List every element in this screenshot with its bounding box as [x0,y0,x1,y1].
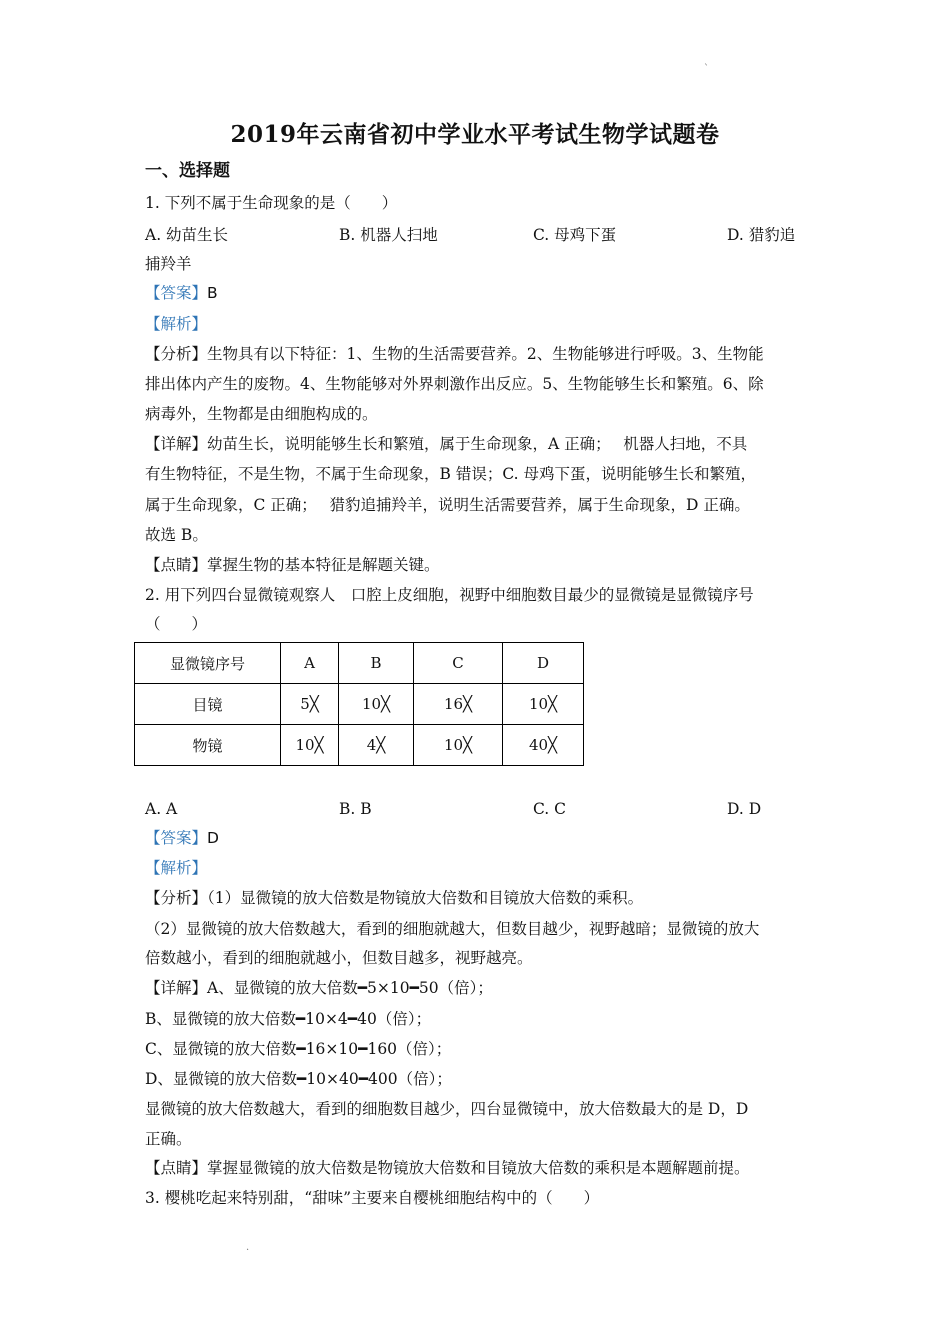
q1-answer [145,282,218,304]
table-cell: 10╳ [339,684,414,725]
q1-option-d: D. 猎豹追 [727,226,796,244]
table-row [135,643,584,684]
q1-detail-line: 有生物特征，不是生物，不属于生命现象，B 错误；C. 母鸡下蛋，说明能够生长和繁殖， [145,465,756,483]
q2-option-c: C. C [533,800,567,818]
table-cell: D [503,643,584,684]
page-title: 2019年云南省初中学业水平考试生物学试题卷 [230,121,720,148]
q2-analysis-line: 【分析】（1）显微镜的放大倍数是物镜放大倍数和目镜放大倍数的乘积。 [145,889,644,907]
q2-analysis-line: （2）显微镜的放大倍数越大，看到的细胞就越大，但数目越少，视野越暗；显微镜的放大 [145,920,760,938]
q1-tip: 【点睛】掌握生物的基本特征是解题关键。 [145,556,440,574]
q2-analysis-line: 【详解】A、显微镜的放大倍数━5×10━50（倍）； [145,979,493,997]
q1-fenxi-line: 病毒外，生物都是由细胞构成的。 [145,405,378,423]
table-cell: 40╳ [503,725,584,766]
q2-analysis-tag: 【解析】 [145,859,208,877]
q2-analysis-line: 显微镜的放大倍数越大，看到的细胞数目越少，四台显微镜中，放大倍数最大的是 D，D [145,1100,749,1118]
q2-option-b: B. B [339,800,372,818]
table-cell: 4╳ [339,725,414,766]
q2-stem-cont: （ ） [145,615,208,633]
table-cell: 显微镜序号 [135,643,281,684]
q2-analysis-line: D、显微镜的放大倍数━10×40━400（倍）； [145,1070,452,1088]
q2-analysis-line: 倍数越小，看到的细胞就越小，但数目越多，视野越亮。 [145,949,533,967]
q1-fenxi-line: 排出体内产生的废物。4、生物能够对外界刺激作出反应。5、生物能够生长和繁殖。6、除 [145,375,764,393]
answer-tag: 【答案】 [145,829,208,847]
section-heading: 一、选择题 [145,161,230,181]
q1-analysis-tag: 【解析】 [145,315,208,333]
q1-detail-line: 【详解】幼苗生长，说明能够生长和繁殖，属于生命现象，A 正确； 机器人扫地，不具 [145,435,748,453]
q1-fenxi-line: 【分析】生物具有以下特征：1、生物的生活需要营养。2、生物能够进行呼吸。3、生物能 [145,345,764,363]
table-cell: B [339,643,414,684]
microscope-table [134,642,584,766]
footer-mark: . [246,1242,250,1253]
q1-detail-line: 属于生命现象，C 正确； 猎豹追捕羚羊，说明生活需要营养，属于生命现象，D 正确。 [145,496,750,514]
q1-option-a: A. 幼苗生长 [145,226,229,244]
table-cell: 5╳ [281,684,339,725]
q2-analysis-line: C、显微镜的放大倍数━16×10━160（倍）； [145,1040,452,1058]
table-cell: 物镜 [135,725,281,766]
q2-analysis-line: 正确。 [145,1130,192,1148]
q2-option-a: A. A [145,800,178,818]
q1-detail-line: 故选 B。 [145,526,208,544]
table-row [135,725,584,766]
q2-analysis-line: B、显微镜的放大倍数━10×4━40（倍）； [145,1010,432,1028]
answer-value: B [207,284,218,302]
table-cell: C [414,643,503,684]
q1-stem: 1. 下列不属于生命现象的是（ ） [145,194,398,212]
table-cell: 16╳ [414,684,503,725]
answer-tag: 【答案】 [145,284,208,302]
answer-value: D [207,829,219,847]
q2-option-d: D. D [727,800,762,818]
q2-answer [145,827,219,849]
q1-option-b: B. 机器人扫地 [339,226,438,244]
q3-stem: 3. 樱桃吃起来特别甜，“甜味”主要来自樱桃细胞结构中的（ ） [145,1189,600,1207]
table-cell: 10╳ [503,684,584,725]
q2-analysis-line: 【点睛】掌握显微镜的放大倍数是物镜放大倍数和目镜放大倍数的乘积是本题解题前提。 [145,1159,750,1177]
table-row [135,684,584,725]
q1-option-cont: 捕羚羊 [145,255,192,273]
corner-mark: ` [704,64,709,75]
q2-stem: 2. 用下列四台显微镜观察人 口腔上皮细胞，视野中细胞数目最少的显微镜是显微镜序号 [145,586,754,604]
table-cell: 10╳ [414,725,503,766]
table-cell: 目镜 [135,684,281,725]
table-cell: 10╳ [281,725,339,766]
table-cell: A [281,643,339,684]
q1-option-c: C. 母鸡下蛋 [533,226,617,244]
